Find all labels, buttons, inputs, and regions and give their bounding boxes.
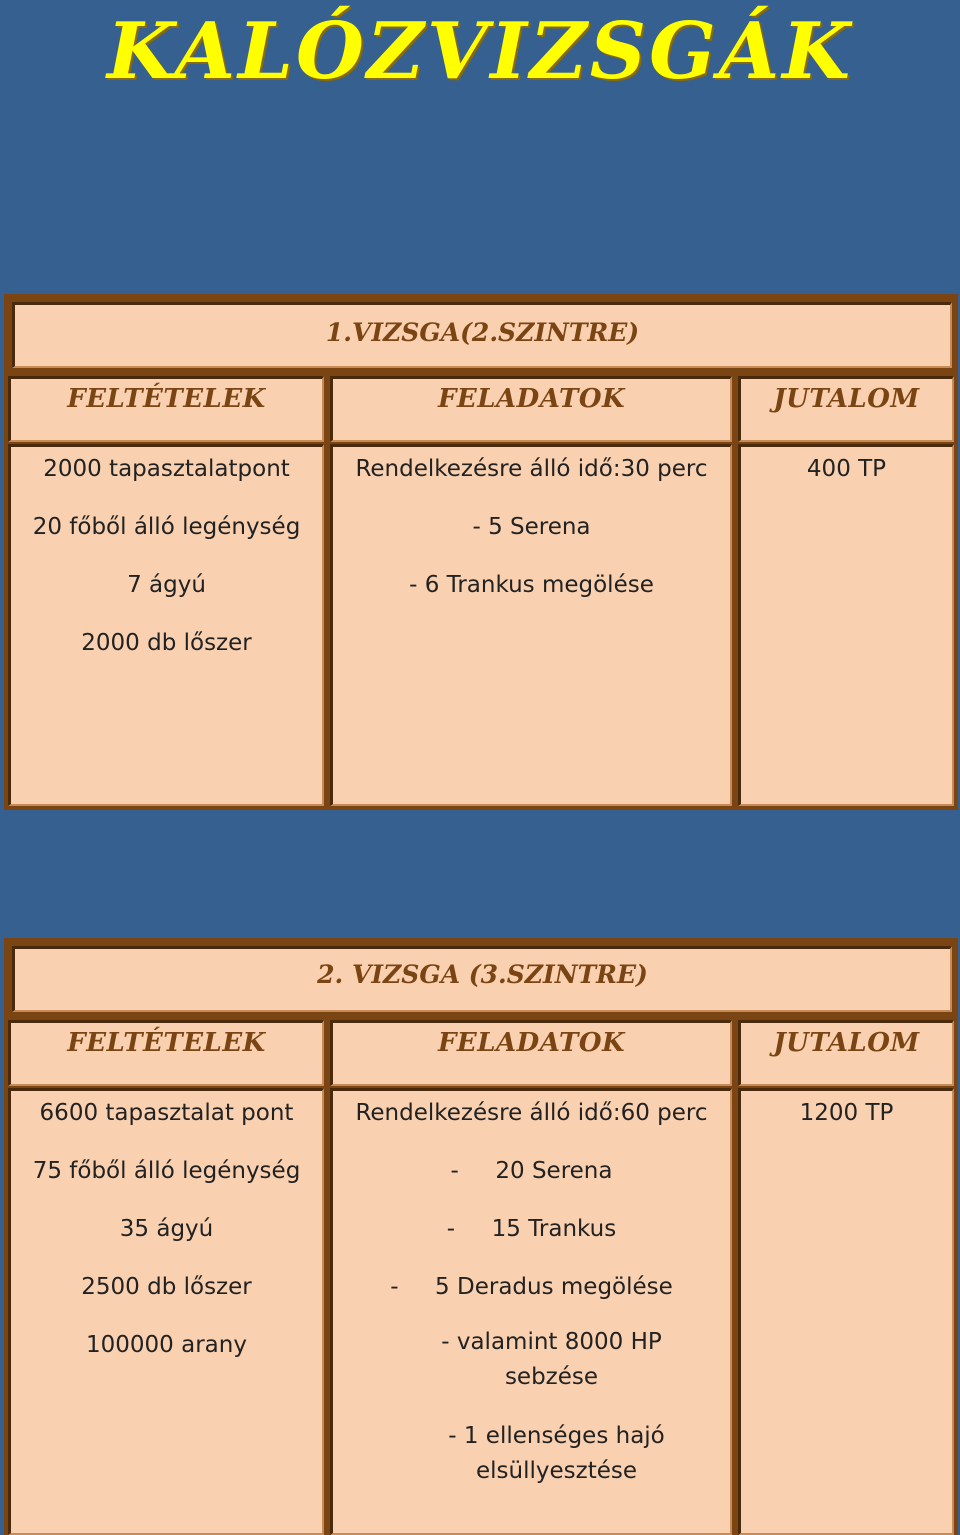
reward-value: 400 TP — [806, 456, 887, 482]
condition-item: 35 ágyú — [119, 1216, 214, 1242]
task-item: - 5 Serena — [472, 514, 591, 540]
reward-value: 1200 TP — [799, 1100, 894, 1126]
header-reward — [738, 1020, 954, 1086]
task-item: Rendelkezésre álló idő:60 perc — [355, 1100, 708, 1126]
header-tasks-label: FELADATOK — [437, 1028, 626, 1058]
task-item: - 5 Deradus megölése — [390, 1274, 673, 1300]
exam-caption — [12, 946, 952, 1012]
condition-item: 75 főből álló legénység — [32, 1158, 301, 1184]
condition-item: 2500 db lőszer — [81, 1274, 252, 1300]
task-item: Rendelkezésre álló idő:30 perc — [355, 456, 708, 482]
header-tasks-label: FELADATOK — [437, 384, 626, 414]
header-reward-label: JUTALOM — [773, 1028, 920, 1058]
task-item: - valamint 8000 HP sebzése — [441, 1329, 662, 1390]
condition-item: 100000 arany — [86, 1332, 247, 1358]
page-title: KALÓZVIZSGÁK — [106, 6, 854, 97]
condition-item: 7 ágyú — [127, 572, 206, 598]
tasks-cell — [330, 1088, 732, 1535]
exam-caption — [12, 302, 952, 368]
exam-table-2 — [4, 938, 958, 1535]
header-tasks — [330, 376, 732, 442]
condition-item: 2000 db lőszer — [81, 630, 252, 656]
task-item: - 15 Trankus — [446, 1216, 617, 1242]
header-conditions — [8, 376, 324, 442]
condition-item: 2000 tapasztalatpont — [43, 456, 290, 482]
task-item: - 1 ellenséges hajó elsüllyesztése — [448, 1423, 665, 1484]
task-item: - 6 Trankus megölése — [409, 572, 654, 598]
tasks-cell — [330, 444, 732, 806]
condition-item: 20 főből álló legénység — [32, 514, 301, 540]
header-reward-label: JUTALOM — [773, 384, 920, 414]
header-reward — [738, 376, 954, 442]
reward-cell — [738, 444, 954, 806]
exam-caption-text: 2. VIZSGA (3.SZINTRE) — [317, 960, 648, 989]
header-conditions-label: FELTÉTELEK — [67, 1028, 266, 1058]
header-conditions-label: FELTÉTELEK — [67, 384, 266, 414]
task-item: - 20 Serena — [450, 1158, 613, 1184]
exam-caption-text: 1.VIZSGA(2.SZINTRE) — [325, 318, 640, 347]
header-tasks — [330, 1020, 732, 1086]
conditions-cell — [8, 1088, 324, 1535]
conditions-cell — [8, 444, 324, 806]
exam-table-1 — [4, 294, 958, 810]
condition-item: 6600 tapasztalat pont — [39, 1100, 294, 1126]
reward-cell — [738, 1088, 954, 1535]
header-conditions — [8, 1020, 324, 1086]
